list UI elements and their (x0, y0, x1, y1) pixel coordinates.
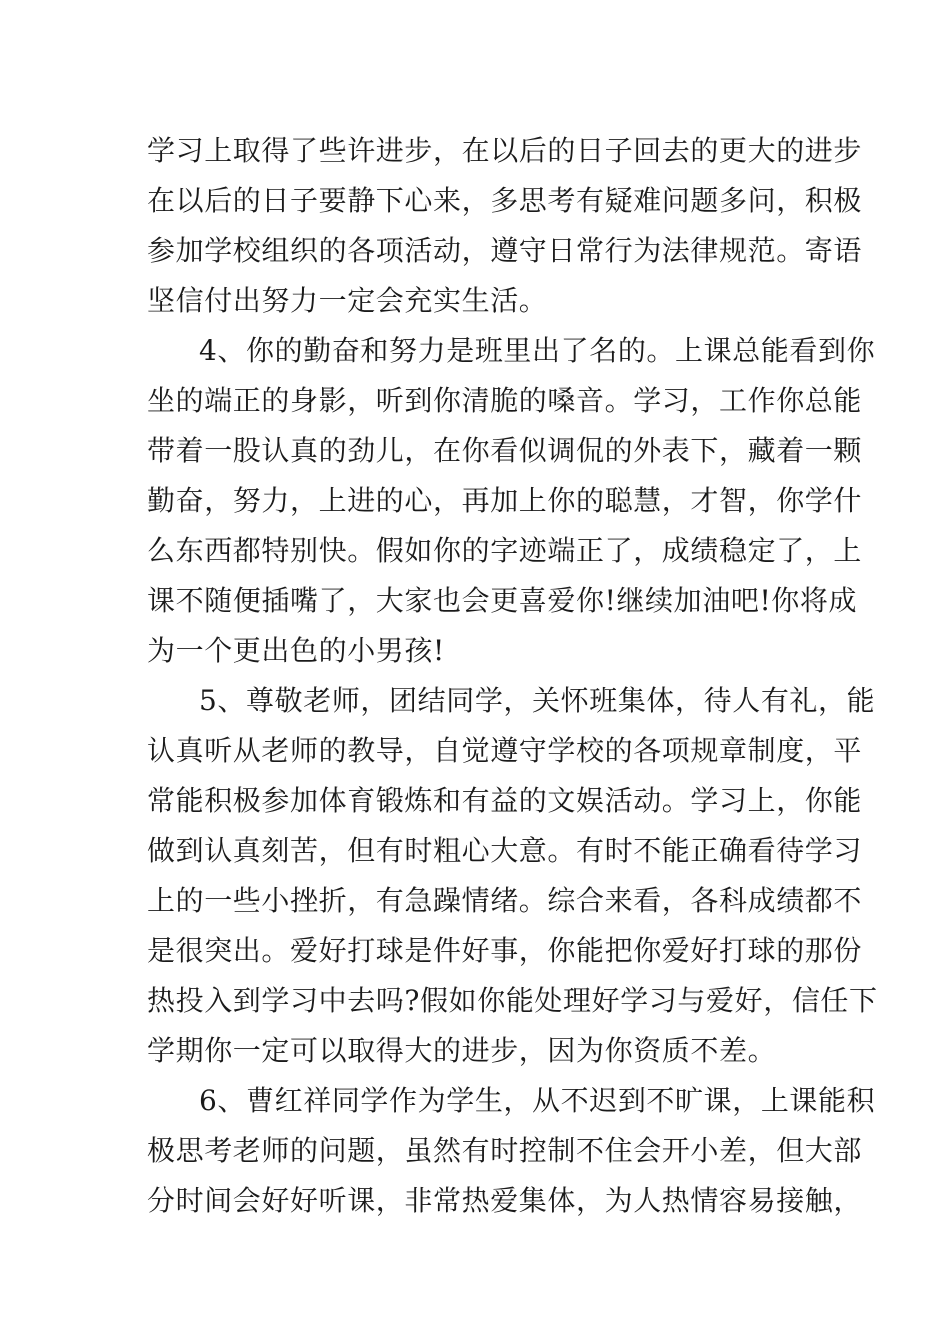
paragraph-item-5 (147, 676, 878, 1076)
text-line: 勤奋，努力，上进的心，再加上你的聪慧，才智，你学什 (147, 484, 863, 517)
document-body (147, 126, 878, 1226)
text-line: 4、你的勤奋和努力是班里出了名的。上课总能看到你 (199, 334, 876, 367)
paragraph-item-4 (147, 326, 876, 676)
text-line: 上的一些小挫折，有急躁情绪。综合来看，各科成绩都不 (147, 884, 863, 917)
text-line: 课不随便插嘴了，大家也会更喜爱你!继续加油吧!你将成 (147, 584, 858, 617)
text-line: 带着一股认真的劲儿，在你看似调侃的外表下，藏着一颗 (147, 434, 863, 467)
text-line: 做到认真刻苦，但有时粗心大意。有时不能正确看待学习 (147, 834, 863, 867)
paragraph-continuation (147, 126, 863, 326)
text-line: 常能积极参加体育锻炼和有益的文娱活动。学习上，你能 (147, 784, 863, 817)
text-line: 5、尊敬老师，团结同学，关怀班集体，待人有礼，能 (199, 684, 876, 717)
text-line: 极思考老师的问题，虽然有时控制不住会开小差，但大部 (147, 1134, 863, 1167)
text-line: 参加学校组织的各项活动，遵守日常行为法律规范。寄语 (147, 234, 863, 267)
text-line: 在以后的日子要静下心来，多思考有疑难问题多问，积极 (147, 184, 863, 217)
text-line: 分时间会好好听课，非常热爱集体，为人热情容易接触， (147, 1184, 863, 1217)
text-line: 坐的端正的身影，听到你清脆的嗓音。学习，工作你总能 (147, 384, 863, 417)
paragraph-item-6 (147, 1076, 876, 1226)
text-line: 么东西都特别快。假如你的字迹端正了，成绩稳定了，上 (147, 534, 863, 567)
text-line: 是很突出。爱好打球是件好事，你能把你爱好打球的那份 (147, 934, 863, 967)
text-line: 6、曹红祥同学作为学生，从不迟到不旷课，上课能积 (199, 1084, 876, 1117)
text-line: 认真听从老师的教导，自觉遵守学校的各项规章制度，平 (147, 734, 863, 767)
text-line: 坚信付出努力一定会充实生活。 (147, 284, 548, 317)
text-line: 学习上取得了些许进步，在以后的日子回去的更大的进步 (147, 134, 863, 167)
text-line: 热投入到学习中去吗?假如你能处理好学习与爱好，信任下 (147, 984, 878, 1017)
text-line: 学期你一定可以取得大的进步，因为你资质不差。 (147, 1034, 777, 1067)
text-line: 为一个更出色的小男孩! (147, 634, 445, 667)
